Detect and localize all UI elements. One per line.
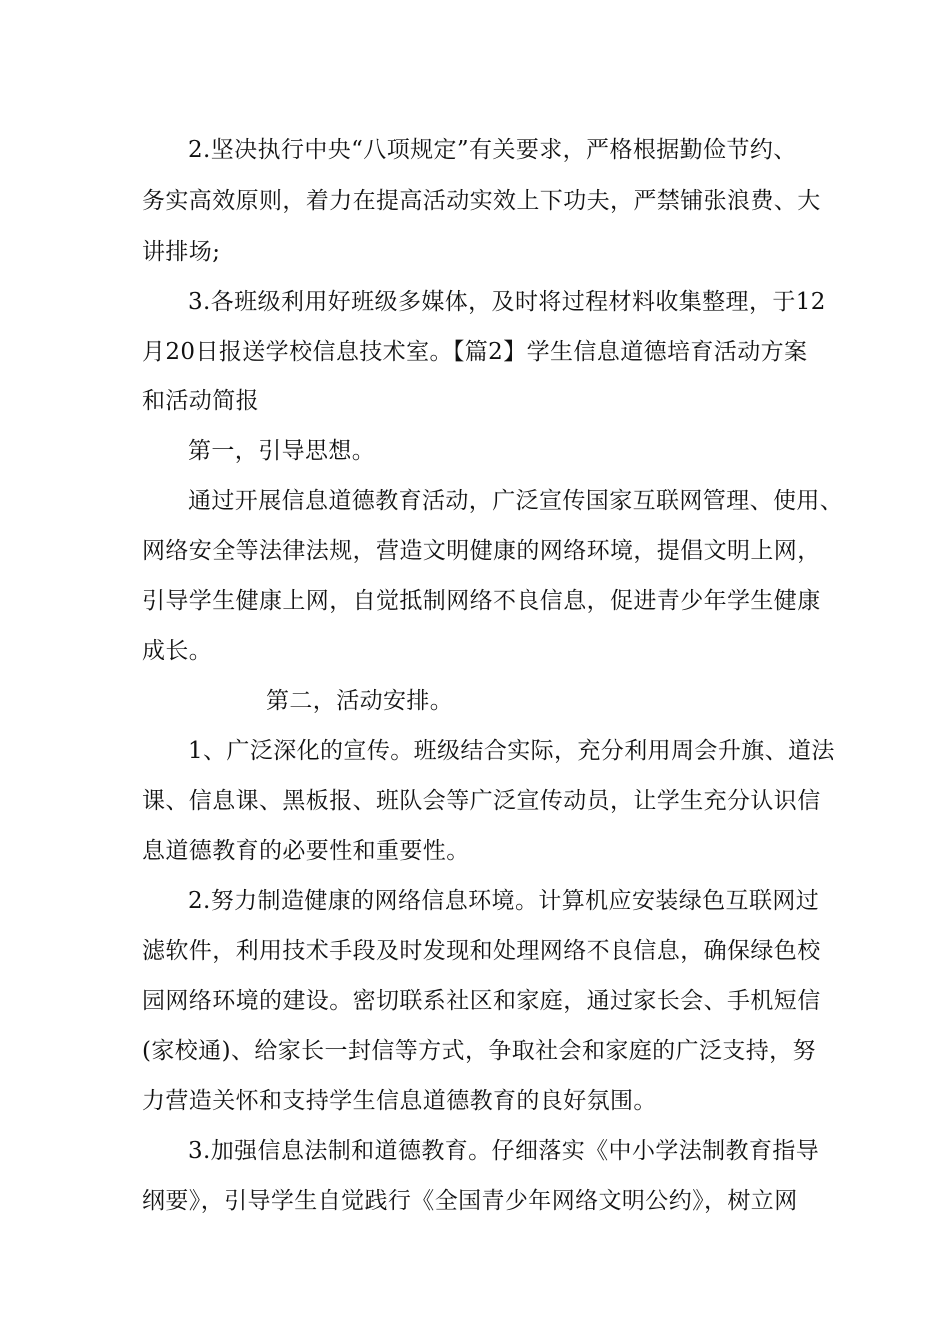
text-line: 息道德教育的必要性和重要性。: [142, 838, 470, 864]
section-heading: 第二，活动安排。: [266, 688, 454, 714]
text-line: 滤软件，利用技术手段及时发现和处理网络不良信息，确保绿色校: [142, 938, 821, 964]
text-line: 课、信息课、黑板报、班队会等广泛宣传动员，让学生充分认识信: [142, 788, 821, 814]
text-line: 3.各班级利用好班级多媒体，及时将过程材料收集整理，于12: [188, 289, 826, 315]
text-line: (家校通)、给家长一封信等方式，争取社会和家庭的广泛支持，努: [142, 1038, 816, 1064]
text-line: 成长。: [142, 638, 213, 664]
text-line: 通过开展信息道德教育活动，广泛宣传国家互联网管理、使用、: [188, 488, 844, 514]
text-line: 和活动简报: [142, 388, 259, 414]
section-heading: 第一，引导思想。: [188, 438, 376, 464]
text-line: 引导学生健康上网，自觉抵制网络不良信息，促进青少年学生健康: [142, 588, 821, 614]
text-line: 纲要》，引导学生自觉践行《全国青少年网络文明公约》，树立网: [142, 1188, 798, 1214]
text-line: 园网络环境的建设。密切联系社区和家庭，通过家长会、手机短信: [142, 988, 821, 1014]
text-line: 力营造关怀和支持学生信息道德教育的良好氛围。: [142, 1088, 657, 1114]
text-line: 2.坚决执行中央“八项规定”有关要求，严格根据勤俭节约、: [188, 137, 797, 163]
text-line: 月20日报送学校信息技术室。【篇2】学生信息道德培育活动方案: [142, 339, 808, 365]
text-line: 1、广泛深化的宣传。班级结合实际，充分利用周会升旗、道法: [188, 738, 835, 764]
text-line: 3.加强信息法制和道德教育。仔细落实《中小学法制教育指导: [188, 1138, 820, 1164]
text-line: 讲排场;: [142, 239, 221, 265]
text-line: 网络安全等法律法规，营造文明健康的网络环境，提倡文明上网，: [142, 538, 821, 564]
text-line: 务实高效原则，着力在提高活动实效上下功夫，严禁铺张浪费、大: [142, 188, 821, 214]
text-line: 2.努力制造健康的网络信息环境。计算机应安装绿色互联网过: [188, 888, 820, 914]
